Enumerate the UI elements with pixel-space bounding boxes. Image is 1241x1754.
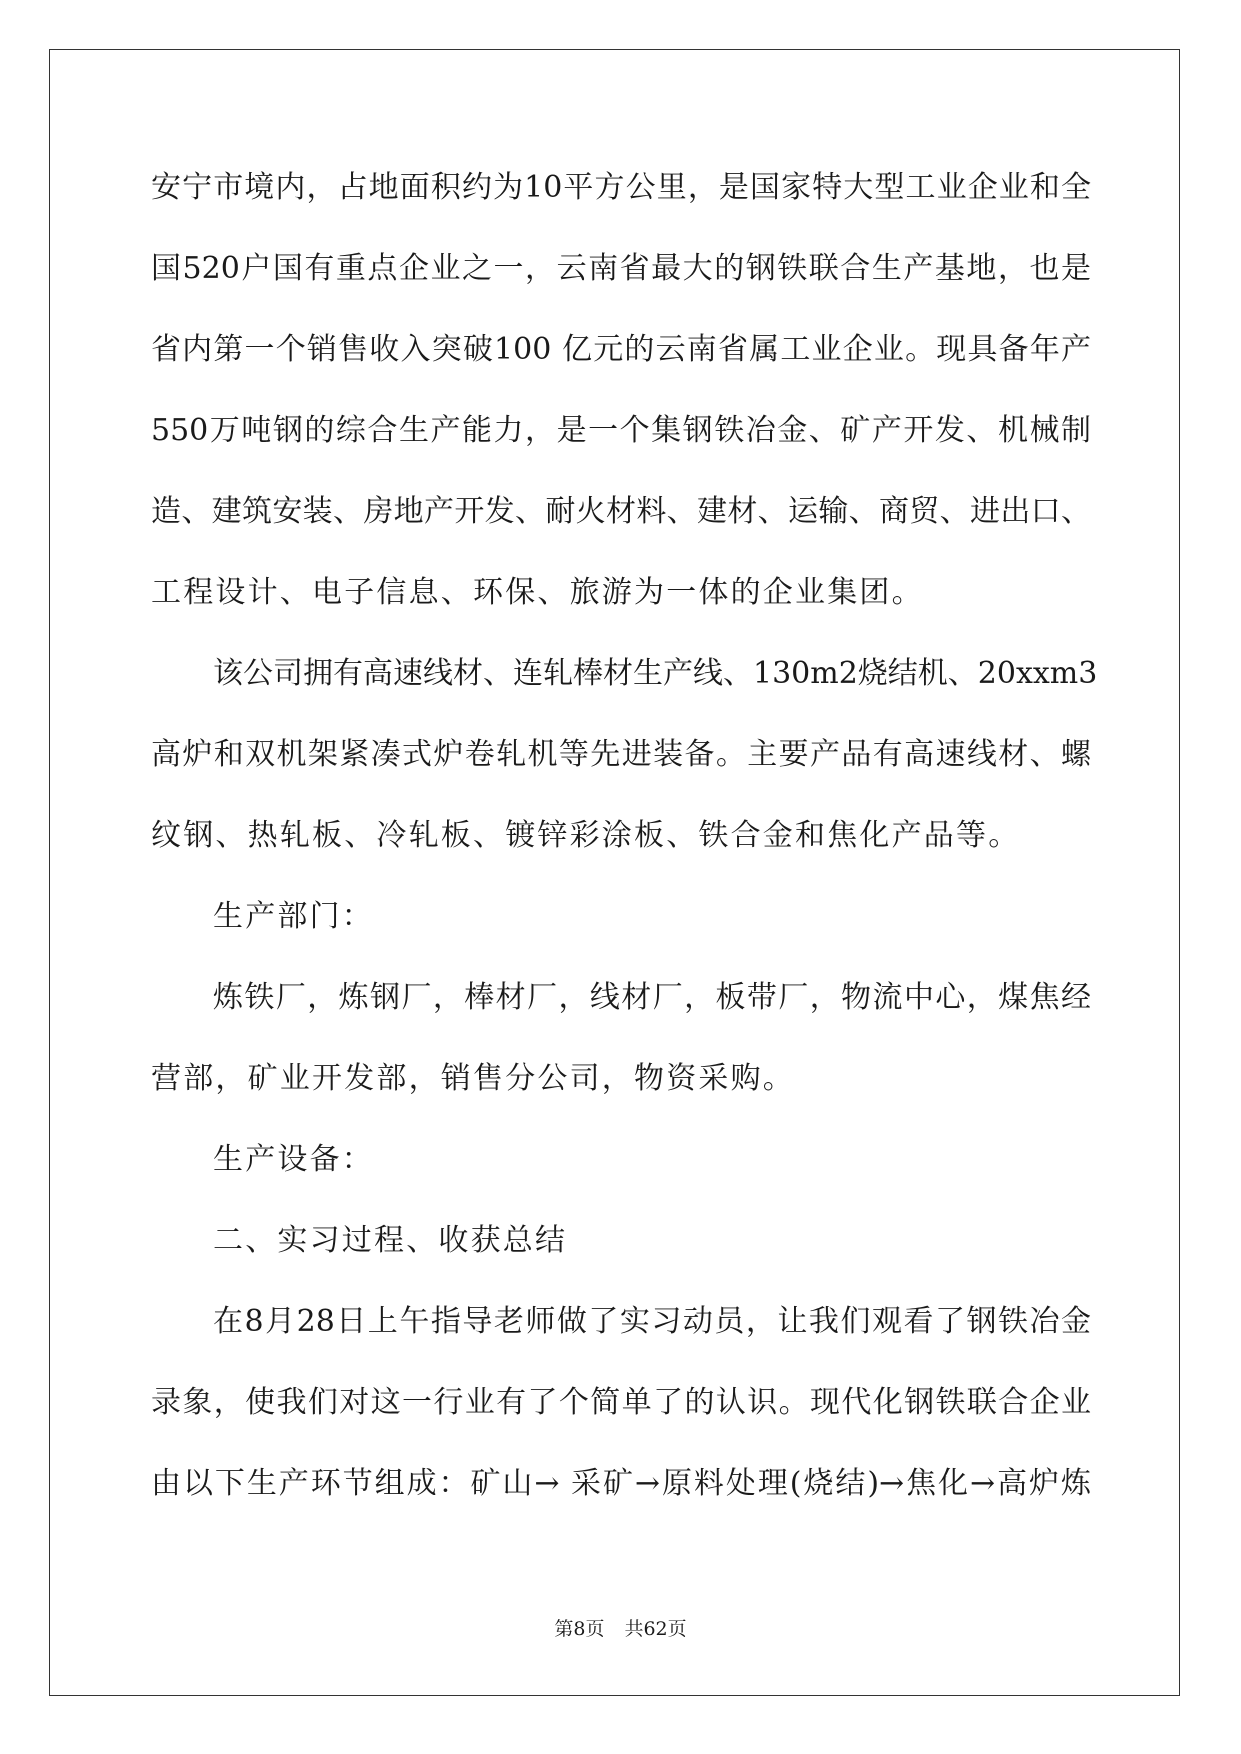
text-line: 造、建筑安装、房地产开发、耐火材料、建材、运输、商贸、进出口、 xyxy=(151,494,1091,529)
text-line: 营部，矿业开发部，销售分公司，物资采购。 xyxy=(151,1061,795,1096)
text-line: 由以下生产环节组成：矿山→ 采矿→原料处理(烧结)→焦化→高炉炼 xyxy=(151,1466,1091,1501)
text-line: 550万吨钢的综合生产能力，是一个集钢铁冶金、矿产开发、机械制 xyxy=(151,413,1091,448)
text-line: 纹钢、热轧板、冷轧板、镀锌彩涂板、铁合金和焦化产品等。 xyxy=(151,818,1021,853)
section-heading: 二、实习过程、收获总结 xyxy=(213,1223,568,1258)
text-line: 工程设计、电子信息、环保、旅游为一体的企业集团。 xyxy=(151,575,924,610)
document-body xyxy=(151,160,1098,1537)
page-footer xyxy=(0,1614,1241,1641)
text-line: 省内第一个销售收入突破100 亿元的云南省属工业企业。现具备年产 xyxy=(151,332,1091,367)
paragraph-first-line: 炼铁厂，炼钢厂，棒材厂，线材厂，板带厂，物流中心，煤焦经 xyxy=(213,980,1091,1015)
page-total: 共62页 xyxy=(624,1618,687,1640)
paragraph-first-line: 在8月28日上午指导老师做了实习动员，让我们观看了钢铁冶金 xyxy=(213,1304,1091,1339)
paragraph-first-line: 该公司拥有高速线材、连轧棒材生产线、130m2烧结机、20xxm3 xyxy=(213,656,1098,691)
section-label-departments: 生产部门： xyxy=(213,899,374,934)
text-line: 国520户国有重点企业之一，云南省最大的钢铁联合生产基地，也是 xyxy=(151,251,1091,286)
text-line: 录象，使我们对这一行业有了个简单了的认识。现代化钢铁联合企业 xyxy=(151,1385,1091,1420)
page-number: 第8页 xyxy=(554,1618,605,1640)
text-line: 安宁市境内，占地面积约为10平方公里，是国家特大型工业企业和全 xyxy=(151,170,1091,205)
section-label-equipment: 生产设备： xyxy=(213,1142,374,1177)
text-line: 高炉和双机架紧凑式炉卷轧机等先进装备。主要产品有高速线材、螺 xyxy=(151,737,1091,772)
